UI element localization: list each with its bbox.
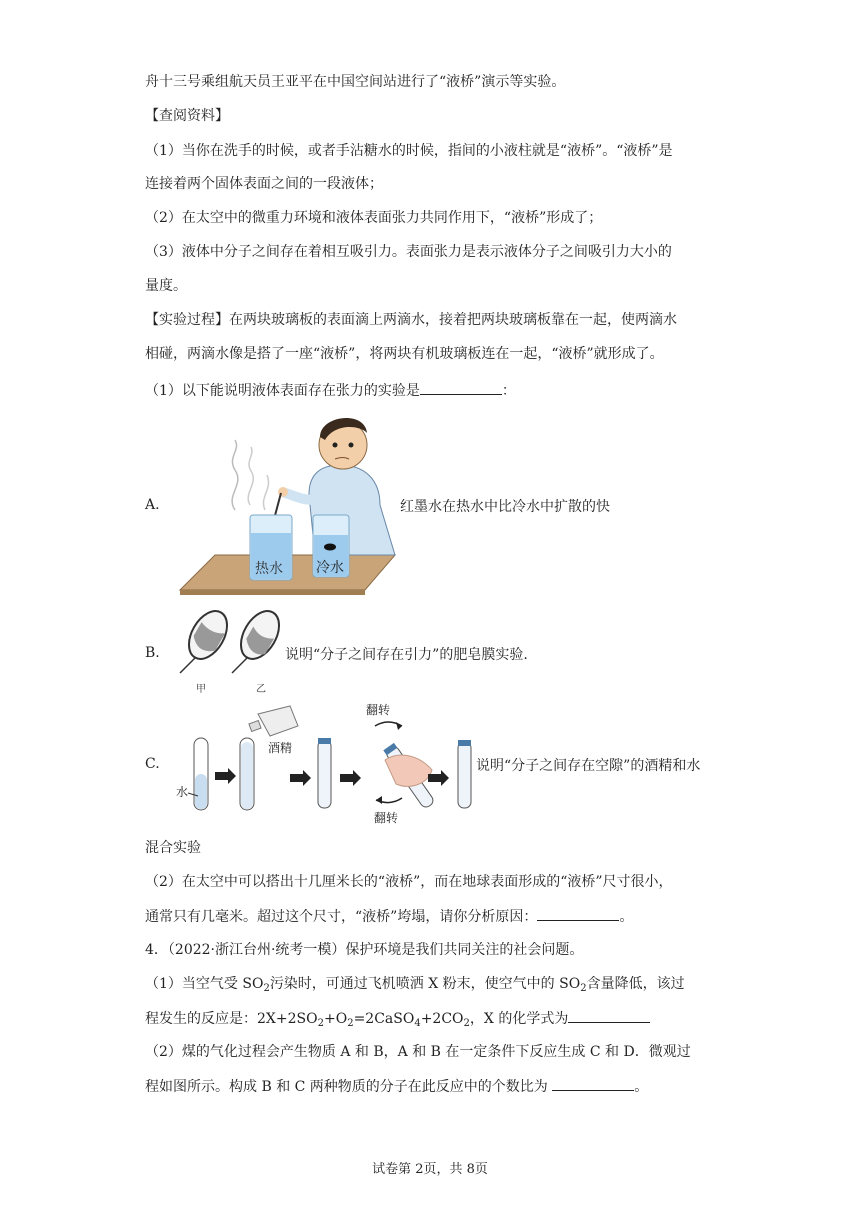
q4-1a-post: 含量降低，该过 [586, 976, 685, 992]
alcohol-water-mixing-figure [170, 700, 475, 828]
soap-label-yi: 乙 [256, 684, 266, 695]
q4-1b-s3: 4 [414, 1018, 421, 1029]
q4-1b-m3: +2CO [420, 1011, 464, 1027]
material-3a: （3）液体中分子之间存在着相互吸引力。表面张力是表示液体分子之间吸引力大小的 [145, 244, 672, 260]
q4-2b-text: 程如图所示。构成 B 和 C 两种物质的分子在此反应中的个数比为 [145, 1079, 553, 1095]
water-label: 水 [176, 785, 189, 799]
q4-1a-sub2: 2 [580, 983, 587, 994]
page-footer: 试卷第 2页，共 8页 [372, 1162, 488, 1177]
material-2: （2）在太空中的微重力环境和液体表面张力共同作用下，“液桥”形成了； [145, 210, 603, 226]
question-2-end: 。 [619, 909, 634, 925]
option-c-letter: C. [145, 756, 160, 772]
material-1b: 连接着两个固体表面之间的一段液体； [145, 176, 383, 192]
option-c-caption: 说明“分子之间存在空隙”的酒精和水 [476, 758, 701, 774]
question-4-2b [145, 1076, 648, 1097]
cold-water-label: 冷水 [316, 560, 344, 576]
flip-label-bottom: 翻转 [374, 811, 399, 825]
section-material-heading: 【查阅资料】 [145, 108, 229, 124]
q4-1a-pre: （1）当空气受 SO [145, 976, 264, 992]
q4-1a-mid: 污染时，可通过飞机喷洒 X 粉末，使空气中的 SO [269, 976, 581, 992]
soap-film-figure [170, 605, 280, 695]
question-2a: （2）在太空中可以搭出十几厘米长的“液桥”，而在地球表面形成的“液桥”尺寸很小， [145, 874, 673, 890]
flip-label-top: 翻转 [366, 703, 391, 717]
option-a-caption: 红墨水在热水中比冷水中扩散的快 [400, 499, 610, 515]
answer-blank-3[interactable] [568, 1008, 650, 1023]
question-1-text: （1）以下能说明液体表面存在张力的实验是 [145, 383, 420, 399]
hot-water-label: 热水 [255, 561, 283, 577]
option-b-caption: 说明“分子之间存在引力”的肥皂膜实验. [285, 647, 528, 663]
q4-1b-pre: 程发生的反应是：2X+2SO [145, 1011, 318, 1027]
option-a-letter: A. [145, 497, 160, 513]
diffusion-experiment-figure [175, 405, 400, 595]
soap-label-jia: 甲 [196, 684, 206, 695]
option-b-letter: B. [145, 645, 160, 661]
q4-1a-sub1: 2 [263, 983, 270, 994]
question-1 [145, 380, 516, 401]
question-1-end: ： [501, 383, 516, 399]
process-b: 相碰，两滴水像是搭了一座“液桥”，将两块有机玻璃板连在一起，“液桥”就形成了。 [145, 346, 664, 362]
alcohol-label: 酒精 [268, 741, 293, 755]
option-c-caption-cont: 混合实验 [145, 840, 201, 856]
q4-1b-m1: +O [323, 1011, 348, 1027]
q4-1b-s4: 2 [463, 1018, 470, 1029]
question-2b-text: 通常只有几毫米。超过这个尺寸，“液桥”垮塌，请你分析原因： [145, 909, 538, 925]
question-4-title: 4．（2022·浙江台州·统考一模）保护环境是我们共同关注的社会问题。 [145, 942, 584, 958]
question-4-1a [145, 974, 685, 994]
q4-2-end: 。 [634, 1079, 649, 1095]
process-a: 【实验过程】在两块玻璃板的表面滴上两滴水，接着把两块玻璃板靠在一起，使两滴水 [145, 312, 677, 328]
q4-1b-s1: 2 [317, 1018, 324, 1029]
answer-blank-2[interactable] [537, 906, 619, 921]
question-2b [145, 906, 633, 927]
q4-1b-s2: 2 [347, 1018, 354, 1029]
material-1a: （1）当你在洗手的时候，或者手沾糖水的时候，指间的小液柱就是“液桥”。“液桥”是 [145, 143, 673, 159]
intro-line: 舟十三号乘组航天员王亚平在中国空间站进行了“液桥”演示等实验。 [145, 74, 566, 90]
material-3b: 量度。 [145, 278, 187, 294]
question-4-1b [145, 1008, 650, 1029]
q4-1b-post: ，X 的化学式为 [469, 1011, 569, 1027]
answer-blank-1[interactable] [420, 380, 502, 395]
q4-1b-m2: =2CaSO [353, 1011, 415, 1027]
question-4-2a: （2）煤的气化过程会产生物质 A 和 B，A 和 B 在一定条件下反应生成 C 和 D．微观过 [145, 1044, 691, 1060]
answer-blank-4[interactable] [552, 1076, 634, 1091]
